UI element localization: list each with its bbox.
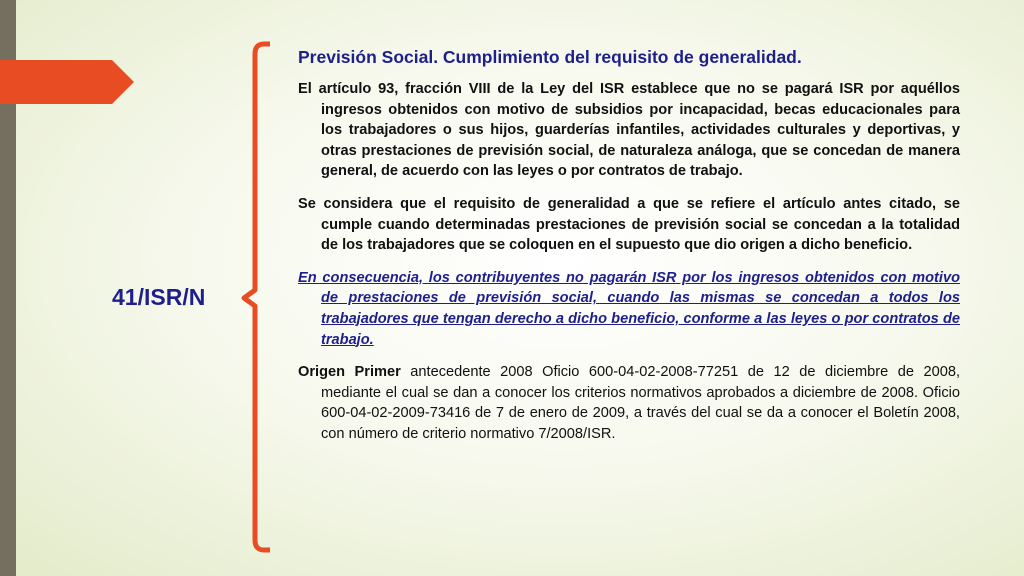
paragraph-article-93: El artículo 93, fracción VIII de la Ley del ISR establece que no se pagará ISR por aquéllos ingresos obtenidos con motivo de subsidios por incapacidad, becas educacionales para los trabajadores o sus hijos, guarderías infantiles, actividades culturales y deportivas, y otras prestaciones de previsión social, de naturaleza análoga, que se concedan de manera general, de acuerdo con las leyes o por contratos de trabajo. [298, 81, 960, 180]
paragraph-consequence: En consecuencia, los contribuyentes no pagarán ISR por los ingresos obtenidos con motivo de prestaciones de previsión social, cuando las mismas se concedan a todos los trabajadores que tengan derecho a dicho beneficio, conforme a las leyes o por contratos de trabajo. [298, 269, 960, 348]
slide-title: Previsión Social. Cumplimiento del requisito de generalidad. [298, 47, 802, 67]
paragraph-origin [298, 362, 960, 444]
origin-text: antecedente 2008 Oficio 600-04-02-2008-77251 de 12 de diciembre de 2008, mediante el cual se dan a conocer los criterios normativos aprobados a diciembre de 2008. Oficio 600-04-02-2009-73416 de 7 de enero de 2009, a través del cual se da a conocer el Boletín 2008, con número de criterio normativo 7/2008/ISR. [321, 364, 960, 442]
left-bracket-decoration [238, 40, 278, 555]
criterion-code: 41/ISR/N [112, 284, 206, 310]
paragraph-generality-requirement: Se considera que el requisito de generalidad a que se refiere el artículo antes citado, se cumple cuando determinadas prestaciones de previsión social se concedan a la totalidad de los trabajadores que se coloquen en el supuesto que dio origen a dicho beneficio. [298, 195, 960, 254]
slide-content [298, 45, 960, 457]
origin-lead: Origen Primer [298, 364, 401, 381]
arrow-tab-decoration [0, 0, 140, 110]
